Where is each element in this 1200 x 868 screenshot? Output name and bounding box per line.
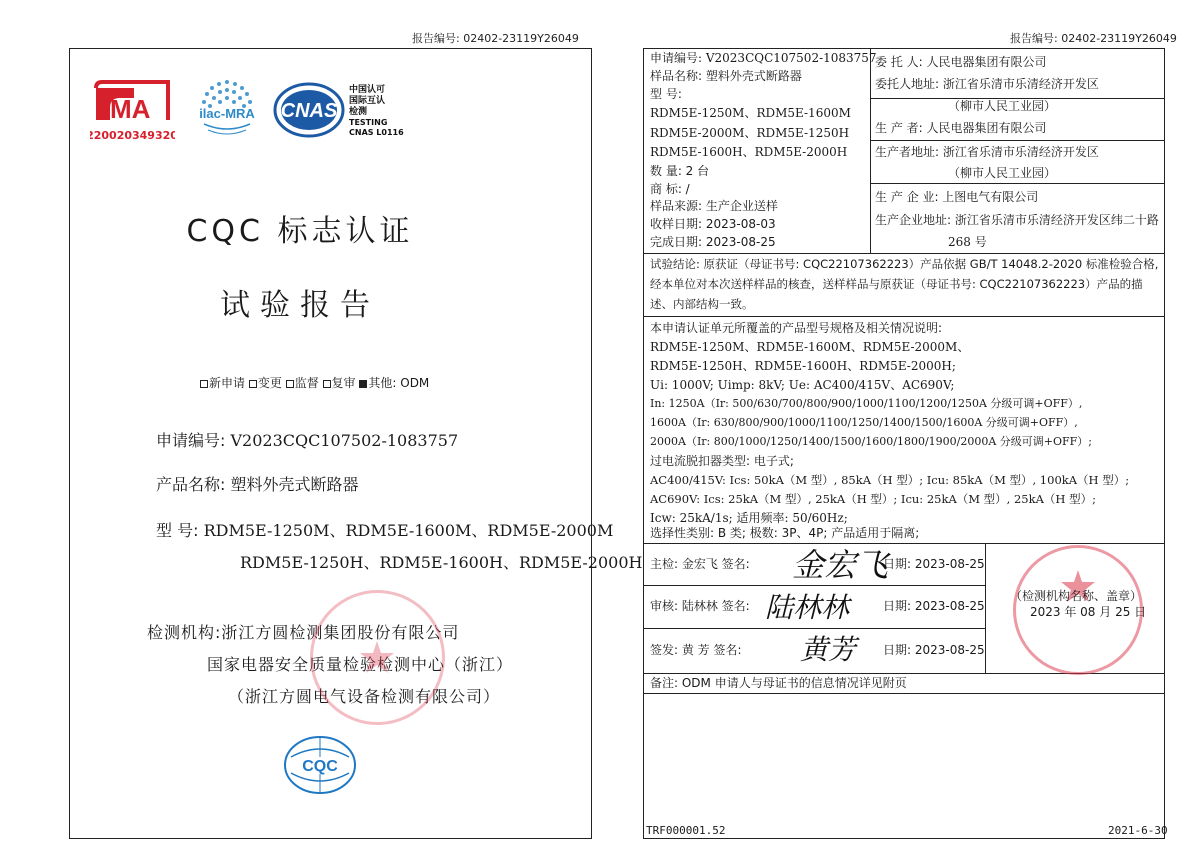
scope-line: AC400/415V: Ics: 50kA（M 型）, 85kA（H 型）; Icu: 85kA（M 型）, 100kA（H 型）; [650,473,1130,487]
scope-line: RDM5E-1250M、RDM5E-1600M、RDM5E-2000M、 [650,340,970,354]
approver-date: 日期: 2023-08-25 [883,643,985,657]
factory-address-line-2: 268 号 [948,235,987,249]
checkbox-icon [286,380,294,388]
report-number: 报告编号: 02402-23119Y26049 [412,32,579,45]
scope-line: In: 1250A（Ir: 500/630/700/800/900/1000/1100/1200/1250A 分级可调+OFF）, [650,397,1083,410]
test-organization-line-2: 国家电器安全质量检验检测中心（浙江） [207,655,514,674]
checkbox-icon [200,380,208,388]
svg-text:TESTING: TESTING [349,118,388,127]
conclusion-line: 试验结论: 原获证（母证书号: CQC22107362223）产品依据 GB/T 14048.2-2020 标准检验合格, [650,257,1159,271]
report-number: 报告编号: 02402-23119Y26049 [1010,32,1177,45]
model-label: 型 号: [650,87,682,101]
checkbox-icon [323,380,331,388]
checkbox-change: 变更 [249,376,282,390]
quantity: 数 量: 2 台 [650,164,710,178]
factory-address: 生产企业地址: 浙江省乐清市乐清经济开发区纬二十路 [875,213,1159,227]
producer-address-line-2: （柳市人民工业园） [948,166,1057,180]
complete-date: 完成日期: 2023-08-25 [650,235,776,249]
title-test-report: 试验报告 [220,288,380,323]
scope-heading: 本申请认证单元所覆盖的产品型号规格及相关情况说明: [650,321,943,335]
scope-line: 2000A（Ir: 800/1000/1250/1400/1500/1600/1800/1900/2000A 分级可调+OFF）; [650,435,1092,448]
application-type-checkboxes [200,374,429,391]
cqc-logo [283,735,357,795]
approver-signature: 黄芳 [800,633,857,666]
checkbox-review: 复审 [323,376,356,390]
client-address: 委托人地址: 浙江省乐清市乐清经济开发区 [875,77,1099,91]
conclusion-line: 述、内部结构一致。 [650,297,754,311]
application-number: 申请编号: V2023CQC107502-1083757 [650,51,877,65]
model-line: RDM5E-1600H、RDM5E-2000H [650,145,848,159]
conclusion-line: 经本单位对本次送样样品的核查，送样样品与原获证（母证书号: CQC22107362223）产品的描 [650,277,1143,291]
svg-text:CNAS L0116: CNAS L0116 [349,128,404,137]
client: 委 托 人: 人民电器集团有限公司 [875,55,1047,69]
scope-line: AC690V: Ics: 25kA（M 型）, 25kA（H 型）; Icu: 25kA（M 型）, 25kA（H 型）; [650,492,1096,506]
model: 型 号: RDM5E-1250M、RDM5E-1600M、RDM5E-2000M [156,521,614,540]
inspection-stamp [310,590,445,725]
scope-line: Icw: 25kA/1s; 适用频率: 50/60Hz; [650,511,848,525]
svg-text:国际互认: 国际互认 [349,96,386,106]
chief-inspector: 主检: 金宏飞 签名: [650,557,750,571]
svg-text:检测: 检测 [349,107,368,117]
test-organization: 检测机构:浙江方圆检测集团股份有限公司 [147,623,460,642]
ilac-text: ilac-MRA [199,106,255,121]
receive-date: 收样日期: 2023-08-03 [650,217,776,231]
scope-line: RDM5E-1250H、RDM5E-1600H、RDM5E-2000H; [650,359,956,373]
checkbox-supervision: 监督 [286,376,319,390]
cma-logo [90,76,175,146]
trademark: 商 标: / [650,182,690,196]
application-number: 申请编号: V2023CQC107502-1083757 [156,431,459,450]
scope-line: 过电流脱扣器类型: 电子式; [650,454,794,468]
sample-name: 样品名称: 塑料外壳式断路器 [650,69,802,83]
reviewer: 审核: 陆林林 签名: [650,599,750,613]
cnas-logo-text: CNAS [280,100,338,122]
factory: 生 产 企 业: 上图电气有限公司 [875,190,1039,204]
checkbox-other: 其他: ODM [359,376,429,390]
scope-line: Ui: 1000V; Uimp: 8kV; Ue: AC400/415V、AC690V; [650,378,955,392]
test-organization-line-3: （浙江方圆电气设备检测有限公司） [228,687,501,706]
title-cqc-certification: CQC 标志认证 [186,214,414,249]
reviewer-signature: 陆林林 [765,591,850,624]
chief-inspector-signature: 金宏飞 [792,546,889,584]
cqc-logo-text: CQC [302,758,338,775]
checkbox-icon [249,380,257,388]
sample-source: 样品来源: 生产企业送样 [650,199,778,213]
model-line: RDM5E-1250M、RDM5E-1600M [650,106,851,120]
product-name: 产品名称: 塑料外壳式断路器 [156,475,359,494]
model-line: RDM5E-2000M、RDM5E-1250H [650,126,850,140]
svg-text:中国认可: 中国认可 [349,85,386,95]
scope-line: 1600A（Ir: 630/800/900/1000/1100/1250/1400/1500/1600A 分级可调+OFF）, [650,416,1078,429]
producer-address: 生产者地址: 浙江省乐清市乐清经济开发区 [875,145,1099,159]
form-date: 2021-6-30 [1108,824,1168,837]
producer: 生 产 者: 人民电器集团有限公司 [875,121,1047,135]
chief-inspector-date: 日期: 2023-08-25 [883,557,985,571]
detail-page [600,0,1200,868]
checkbox-checked-icon [359,380,367,388]
form-number: TRF000001.52 [646,824,726,837]
client-address-line-2: （柳市人民工业园） [948,99,1057,113]
cma-text: MA [110,94,151,124]
checkbox-new: 新申请 [200,376,245,390]
model-line-2: RDM5E-1250H、RDM5E-1600H、RDM5E-2000H [240,553,643,572]
cma-number: 220020349320 [90,129,175,142]
remark: 备注: ODM 申请人与母证书的信息情况详见附页 [650,676,907,690]
reviewer-date: 日期: 2023-08-25 [883,599,985,613]
cnas-logo [273,80,423,140]
scope-line: 选择性类别: B 类; 极数: 3P、4P; 产品适用于隔离; [650,526,920,540]
stamp-date: 2023 年 08 月 25 日 [1030,605,1147,619]
ilac-mra-logo [190,72,265,147]
stamp-note: （检测机构名称、盖章） [1010,589,1143,603]
approver: 签发: 黄 芳 签名: [650,643,742,657]
